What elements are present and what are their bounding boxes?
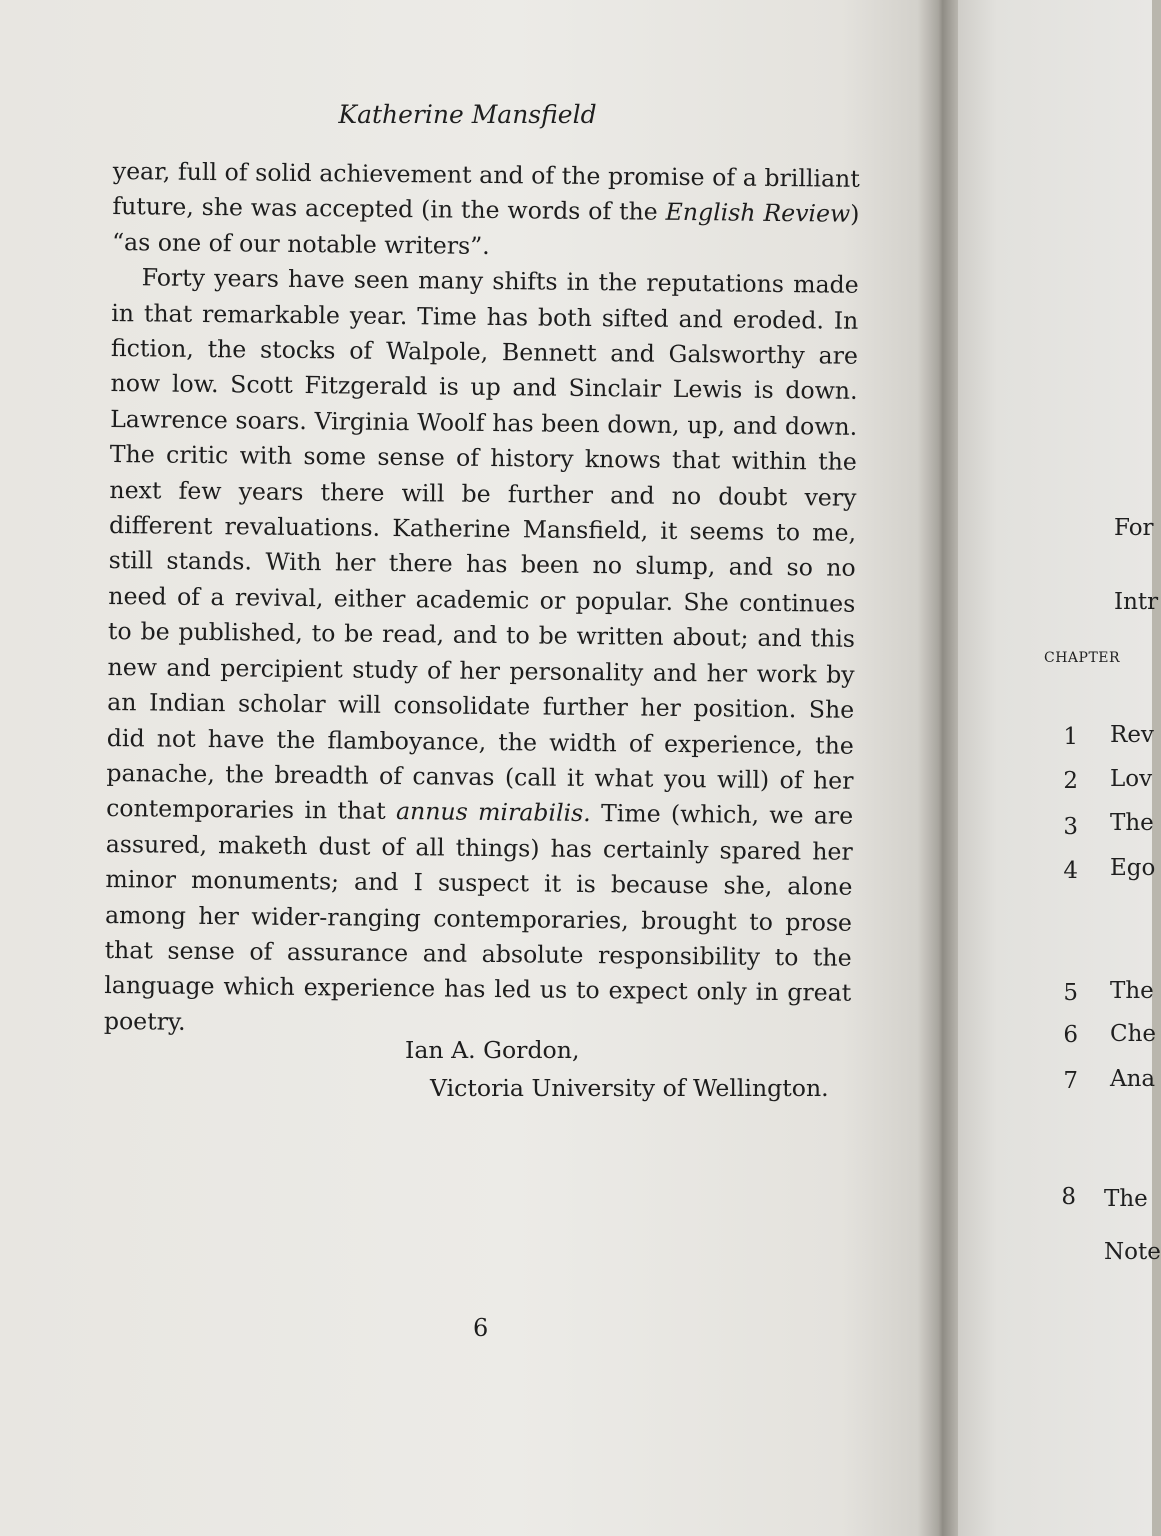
toc-entry: The (1104, 1186, 1148, 1212)
italic-title-english-review: English Review (665, 198, 851, 229)
toc-number: 3 (1063, 814, 1078, 840)
table-of-contents (958, 0, 1161, 1536)
toc-entry: Che (1110, 1021, 1157, 1047)
toc-number: 8 (1061, 1184, 1076, 1210)
toc-entry: Rev (1110, 722, 1154, 748)
running-head: Katherine Mansfield (338, 100, 597, 129)
book-gutter (918, 0, 963, 1536)
toc-entry: The (1110, 978, 1154, 1004)
foreword-body (104, 154, 860, 1047)
toc-entry: Ego (1110, 855, 1156, 881)
signature-affiliation: Victoria University of Wellington. (430, 1074, 829, 1102)
toc-number: 6 (1063, 1022, 1078, 1048)
paragraph-2: Forty years have seen many shifts in the reputations made in that remarkable year. Time has both sifted and eroded. In fiction, the stocks of Walpole, Bennett and Galsworthy are now low. Scott Fitzgerald is up and Sinclair Lewis is down. Lawrence soars. Virginia Woolf has been down, up, and down. The critic with some sense of history knows that within the next few years there will be further and no doubt very different revaluations. Katherine Mansfield, it seems to me, still stands. With her there has been no slump, and so no need of a revival, either academic or popular. She continues to be published, to be read, and to be written about; and this new and percipient study of her personality and her work by an Indian scholar will consolidate further her position. She did not have the flamboyance, the width of experience, the panache, the breadth of canvas (call it what you will) of her contemporaries in that annus mirabilis. Time (which, we are assured, maketh dust of all things) has certainly spared her minor monuments; and I suspect it is because she, alone among her wider-ranging contemporaries, brought to prose that sense of assurance and absolute responsibility to the language which experience has led us to expect only in great poetry. (103, 263, 859, 1036)
toc-entry-introduction: Intr (1114, 589, 1159, 615)
toc-entry: The (1110, 810, 1154, 836)
toc-number: 5 (1063, 980, 1078, 1006)
chapter-label: CHAPTER (1044, 650, 1121, 666)
toc-number: 7 (1063, 1068, 1078, 1094)
toc-entry: Ana (1110, 1066, 1156, 1092)
toc-entry-notes: Note (1104, 1239, 1161, 1265)
signature-name: Ian A. Gordon, (405, 1036, 580, 1064)
toc-number: 1 (1063, 724, 1078, 750)
right-page-contents (958, 0, 1161, 1536)
italic-annus-mirabilis: annus mirabilis. (395, 797, 591, 828)
toc-entry: Lov (1110, 766, 1153, 792)
page-number: 6 (473, 1314, 489, 1342)
paragraph-1: year, full of solid achievement and of the promise of a brilliant future, she was accepted (in the words of the English Review) “as one of our notable writers”. (111, 156, 860, 260)
toc-entry-foreword: For (1114, 515, 1154, 541)
toc-number: 2 (1063, 768, 1078, 794)
toc-number: 4 (1063, 858, 1078, 884)
